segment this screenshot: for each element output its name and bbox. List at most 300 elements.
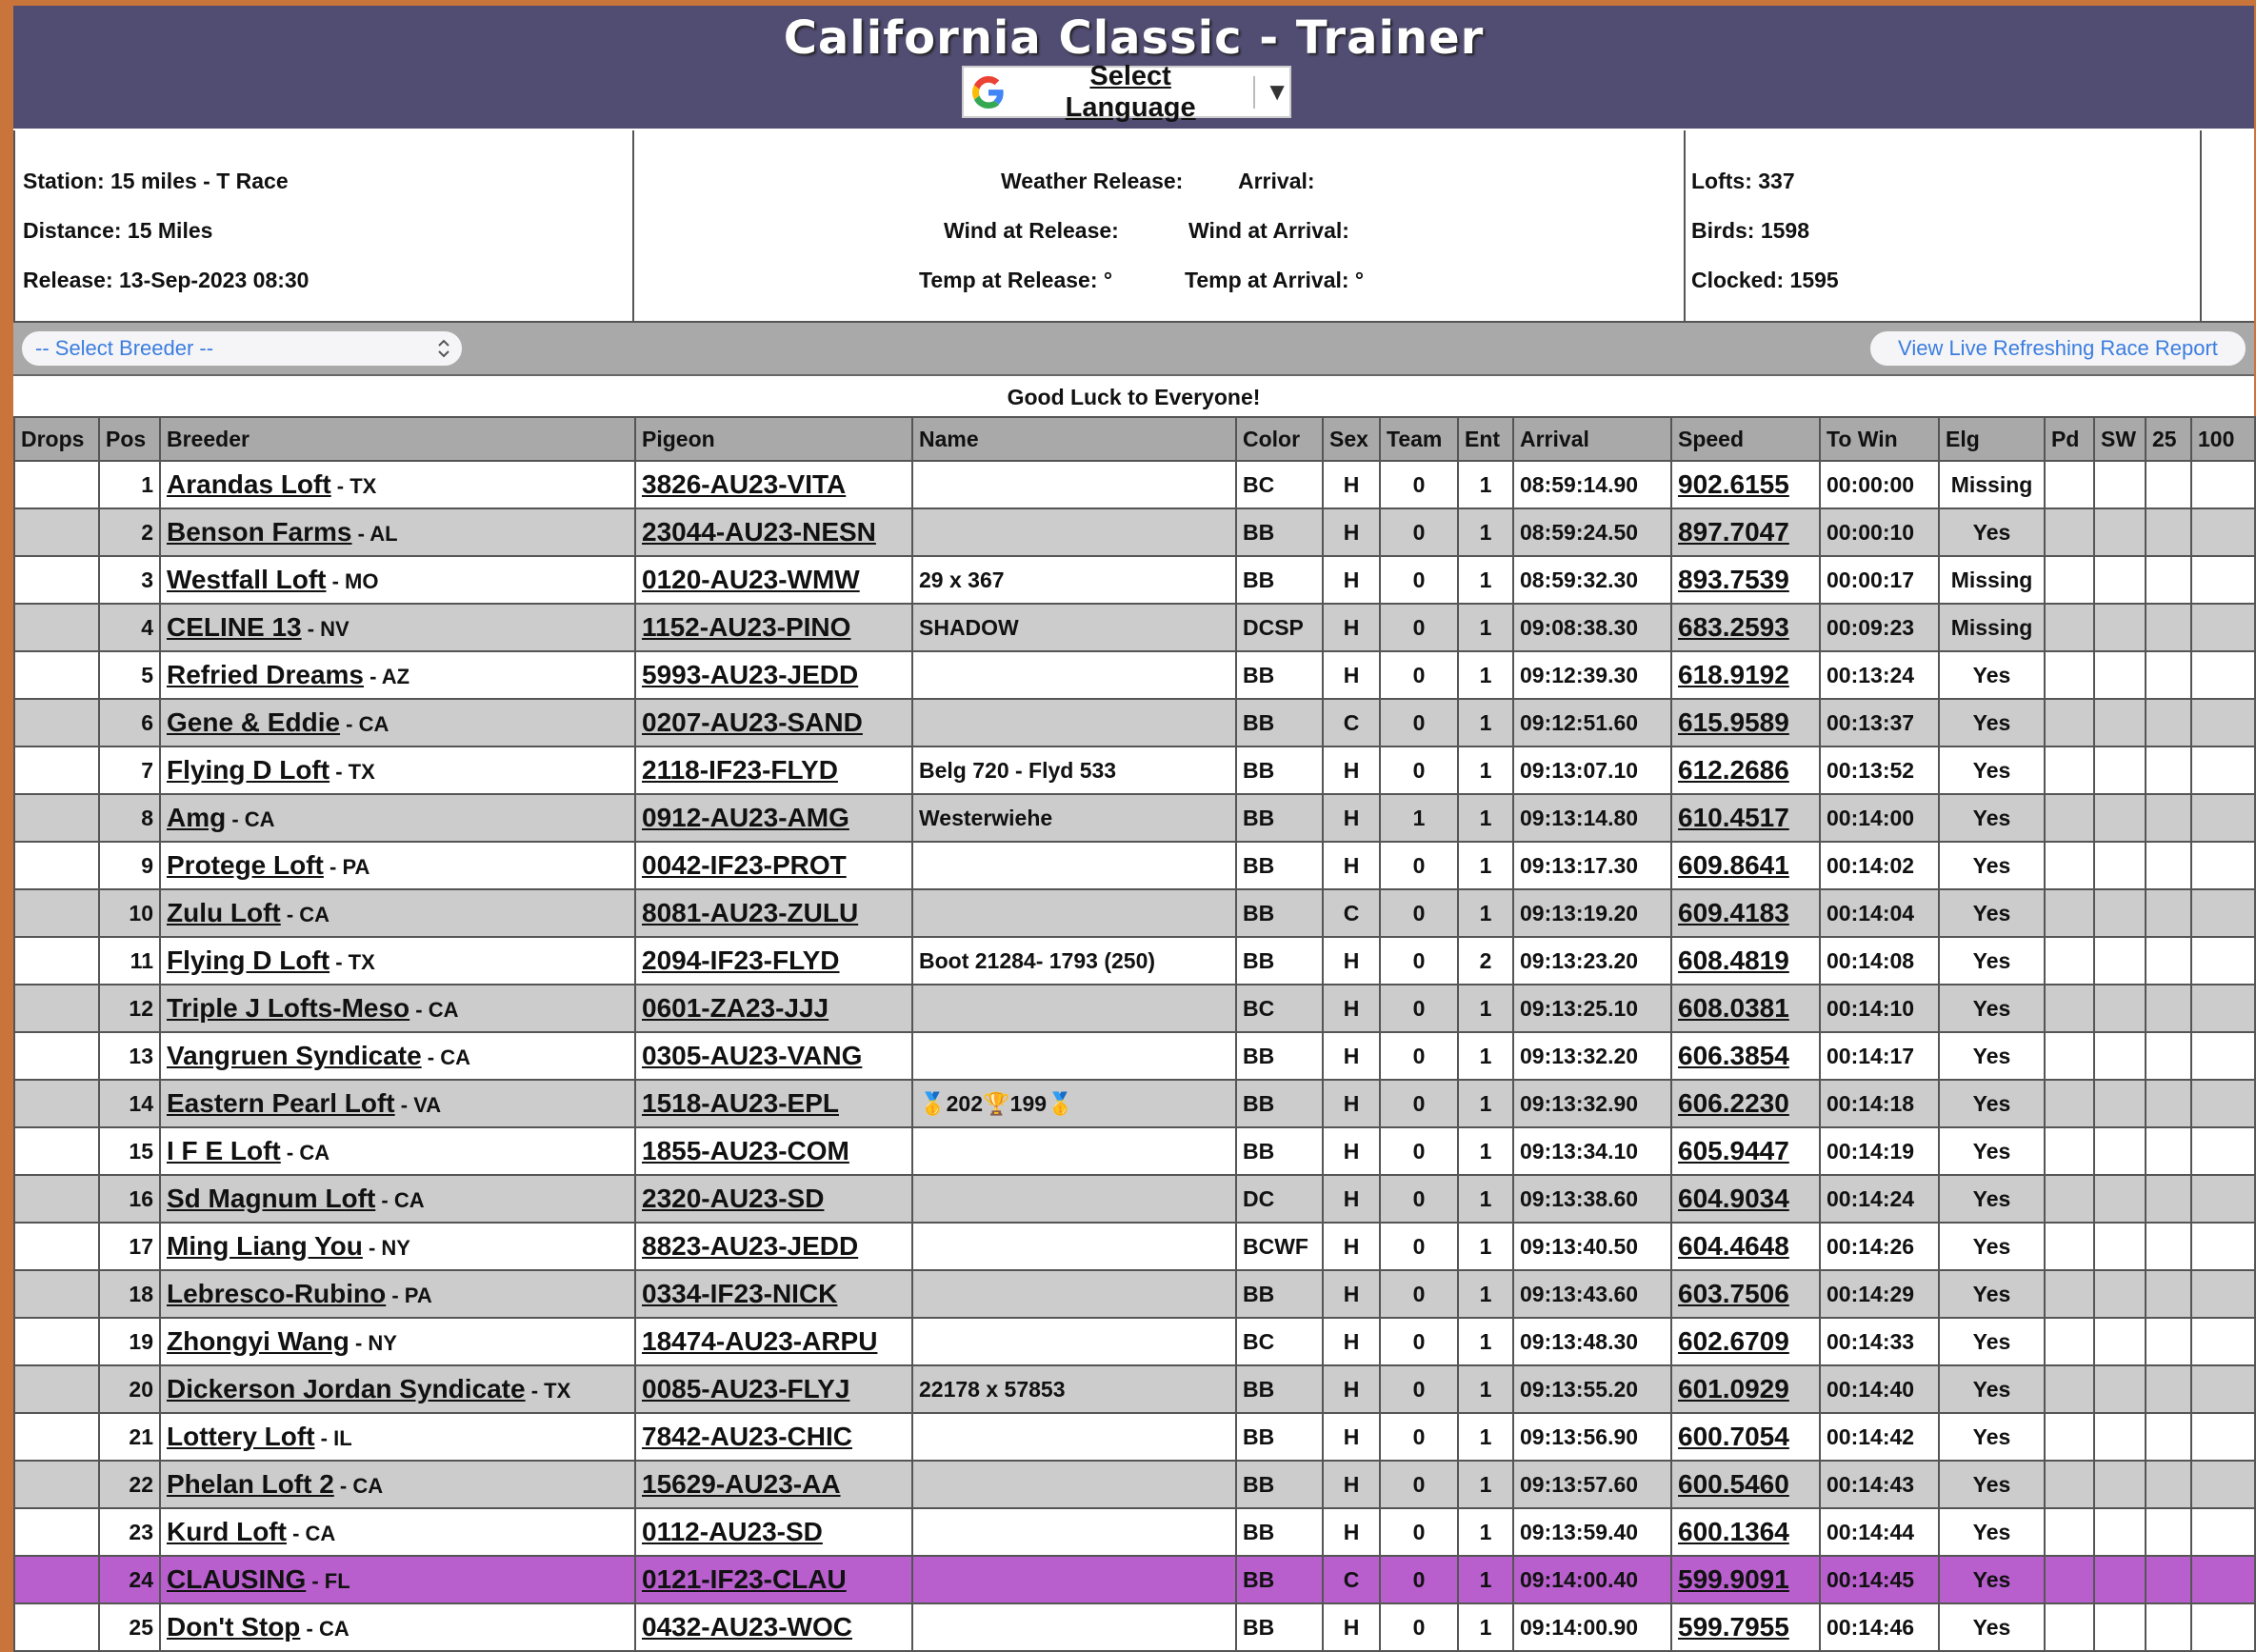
table-row	[14, 699, 2255, 746]
pool-100-cell	[2191, 1175, 2255, 1223]
pool-100-cell	[2191, 985, 2255, 1032]
breeder-link[interactable]: Sd Magnum Loft	[167, 1184, 376, 1213]
to-win-cell: 00:14:29	[1820, 1270, 1939, 1318]
pd-cell	[2045, 1127, 2094, 1175]
pigeon-name-cell	[912, 1127, 1236, 1175]
color-cell: BB	[1236, 1080, 1323, 1127]
drops-cell	[14, 1556, 99, 1603]
language-divider	[1253, 76, 1255, 109]
page-title: California Classic - Trainer	[783, 11, 1485, 65]
speed-link[interactable]: 608.0381	[1678, 993, 1789, 1023]
color-cell: DC	[1236, 1175, 1323, 1223]
drops-cell	[14, 508, 99, 556]
speed-cell	[1671, 1603, 1820, 1651]
speed-cell	[1671, 556, 1820, 604]
breeder-link[interactable]: Triple J Lofts-Meso	[167, 993, 410, 1023]
color-cell: BB	[1236, 1127, 1323, 1175]
speed-cell	[1671, 889, 1820, 937]
ent-cell: 1	[1458, 461, 1513, 508]
to-win-cell: 00:00:17	[1820, 556, 1939, 604]
team-cell: 0	[1380, 1175, 1458, 1223]
color-cell: BB	[1236, 1270, 1323, 1318]
breeder-link[interactable]: Zulu Loft	[167, 898, 281, 927]
position-cell: 17	[99, 1223, 160, 1270]
pigeon-name-cell: 22178 x 57853	[912, 1365, 1236, 1413]
breeder-link[interactable]: CELINE 13	[167, 612, 302, 642]
sw-cell	[2094, 985, 2146, 1032]
pigeon-link[interactable]: 2094-IF23-FLYD	[642, 945, 840, 975]
column-header-breeder: Breeder	[160, 417, 635, 461]
pigeon-link[interactable]: 1855-AU23-COM	[642, 1136, 849, 1165]
sw-cell	[2094, 1603, 2146, 1651]
pd-cell	[2045, 1413, 2094, 1461]
breeder-state: - AL	[351, 522, 398, 546]
column-header-speed: Speed	[1671, 417, 1820, 461]
pigeon-link[interactable]: 0912-AU23-AMG	[642, 803, 849, 832]
pigeon-link[interactable]: 0601-ZA23-JJJ	[642, 993, 829, 1023]
pool-25-cell	[2146, 1508, 2191, 1556]
language-label[interactable]: Select Language	[1065, 60, 1196, 123]
pool-100-cell	[2191, 556, 2255, 604]
breeder-link[interactable]: Eastern Pearl Loft	[167, 1088, 395, 1118]
pool-100-cell	[2191, 604, 2255, 651]
pool-100-cell	[2191, 1556, 2255, 1603]
position-cell: 3	[99, 556, 160, 604]
breeder-state: - CA	[280, 903, 330, 926]
pigeon-name-cell	[912, 1508, 1236, 1556]
pigeon-name-cell	[912, 508, 1236, 556]
team-cell: 0	[1380, 1365, 1458, 1413]
table-row	[14, 1270, 2255, 1318]
clocked-count: Clocked: 1595	[1691, 268, 1839, 292]
eligible-cell: Yes	[1939, 1127, 2045, 1175]
team-cell: 0	[1380, 1508, 1458, 1556]
breeder-link[interactable]: I F E Loft	[167, 1136, 281, 1165]
pigeon-name-cell	[912, 1032, 1236, 1080]
table-row	[14, 1365, 2255, 1413]
column-header-name: Name	[912, 417, 1236, 461]
pd-cell	[2045, 651, 2094, 699]
pigeon-link[interactable]: 8823-AU23-JEDD	[642, 1231, 859, 1261]
arrival-cell: 09:12:39.30	[1513, 651, 1671, 699]
breeder-cell	[160, 1270, 635, 1318]
speed-link[interactable]: 604.4648	[1678, 1231, 1789, 1261]
pd-cell	[2045, 1461, 2094, 1508]
breeder-cell	[160, 1508, 635, 1556]
team-cell: 0	[1380, 1413, 1458, 1461]
breeder-state: - CA	[300, 1617, 349, 1641]
speed-link[interactable]: 610.4517	[1678, 803, 1789, 832]
pigeon-link[interactable]: 3826-AU23-VITA	[642, 469, 847, 499]
eligible-cell: Yes	[1939, 937, 2045, 985]
speed-cell	[1671, 1270, 1820, 1318]
speed-link[interactable]: 600.5460	[1678, 1469, 1789, 1499]
pigeon-cell	[635, 699, 912, 746]
breeder-link[interactable]: Zhongyi Wang	[167, 1326, 349, 1356]
breeder-link[interactable]: Vangruen Syndicate	[167, 1041, 422, 1070]
pigeon-name-cell	[912, 699, 1236, 746]
arrival-cell: 09:13:07.10	[1513, 746, 1671, 794]
drops-cell	[14, 1508, 99, 1556]
team-cell: 0	[1380, 842, 1458, 889]
pigeon-name-cell: SHADOW	[912, 604, 1236, 651]
pigeon-link[interactable]: 0305-AU23-VANG	[642, 1041, 863, 1070]
ent-cell: 1	[1458, 651, 1513, 699]
breeder-cell	[160, 889, 635, 937]
weather-release-label: Weather Release:	[1001, 169, 1184, 193]
speed-link[interactable]: 599.9091	[1678, 1564, 1789, 1594]
pool-100-cell	[2191, 1127, 2255, 1175]
speed-link[interactable]: 612.2686	[1678, 755, 1789, 785]
arrival-cell: 09:13:14.80	[1513, 794, 1671, 842]
pool-100-cell	[2191, 1080, 2255, 1127]
speed-cell	[1671, 1032, 1820, 1080]
color-cell: BB	[1236, 1556, 1323, 1603]
breeder-cell	[160, 1461, 635, 1508]
language-selector[interactable]	[962, 60, 1291, 123]
breeder-link[interactable]: Refried Dreams	[167, 660, 364, 689]
to-win-cell: 00:13:37	[1820, 699, 1939, 746]
pigeon-link[interactable]: 1518-AU23-EPL	[642, 1088, 839, 1118]
pool-100-cell	[2191, 1032, 2255, 1080]
drops-cell	[14, 461, 99, 508]
speed-link[interactable]: 897.7047	[1678, 517, 1789, 547]
ent-cell: 1	[1458, 746, 1513, 794]
pigeon-cell	[635, 746, 912, 794]
speed-cell	[1671, 1175, 1820, 1223]
pd-cell	[2045, 1318, 2094, 1365]
speed-link[interactable]: 902.6155	[1678, 469, 1789, 499]
pigeon-cell	[635, 985, 912, 1032]
to-win-cell: 00:00:00	[1820, 461, 1939, 508]
breeder-cell	[160, 699, 635, 746]
color-cell: BC	[1236, 461, 1323, 508]
table-row	[14, 937, 2255, 985]
breeder-cell	[160, 1318, 635, 1365]
ent-cell: 1	[1458, 1556, 1513, 1603]
sw-cell	[2094, 1270, 2146, 1318]
sex-cell: H	[1323, 461, 1380, 508]
pigeon-link[interactable]: 5993-AU23-JEDD	[642, 660, 859, 689]
ent-cell: 1	[1458, 604, 1513, 651]
breeder-state: - MO	[326, 569, 379, 593]
sw-cell	[2094, 1508, 2146, 1556]
breeder-link[interactable]: Arandas Loft	[167, 469, 331, 499]
team-cell: 0	[1380, 937, 1458, 985]
color-cell: DCSP	[1236, 604, 1323, 651]
breeder-state: - TX	[330, 474, 377, 498]
breeder-link[interactable]: Flying D Loft	[167, 945, 330, 975]
pool-100-cell	[2191, 1318, 2255, 1365]
to-win-cell: 00:14:42	[1820, 1413, 1939, 1461]
speed-link[interactable]: 602.6709	[1678, 1326, 1789, 1356]
drops-cell	[14, 1127, 99, 1175]
pigeon-cell	[635, 508, 912, 556]
pd-cell	[2045, 1365, 2094, 1413]
eligible-cell: Yes	[1939, 1508, 2045, 1556]
release-text: Release: 13-Sep-2023 08:30	[23, 268, 309, 292]
breeder-state: - NV	[301, 617, 349, 641]
pigeon-name-cell: Belg 720 - Flyd 533	[912, 746, 1236, 794]
to-win-cell: 00:14:00	[1820, 794, 1939, 842]
breeder-link[interactable]: Lebresco-Rubino	[167, 1279, 387, 1308]
breeder-link[interactable]: Flying D Loft	[167, 755, 330, 785]
arrival-cell: 09:13:55.20	[1513, 1365, 1671, 1413]
position-cell: 22	[99, 1461, 160, 1508]
breeder-link[interactable]: Protege Loft	[167, 850, 324, 880]
speed-cell	[1671, 1080, 1820, 1127]
pigeon-link[interactable]: 0121-IF23-CLAU	[642, 1564, 847, 1594]
breeder-state: - CA	[409, 998, 459, 1022]
pigeon-name-cell	[912, 1603, 1236, 1651]
sw-cell	[2094, 1032, 2146, 1080]
pigeon-link[interactable]: 15629-AU23-AA	[642, 1469, 841, 1499]
table-row	[14, 1318, 2255, 1365]
pigeon-link[interactable]: 2118-IF23-FLYD	[642, 755, 838, 785]
breeder-state: - CA	[421, 1045, 470, 1069]
arrival-cell: 09:13:34.10	[1513, 1127, 1671, 1175]
distance-text: Distance: 15 Miles	[23, 218, 213, 243]
sex-cell: H	[1323, 508, 1380, 556]
table-row	[14, 1603, 2255, 1651]
pd-cell	[2045, 1175, 2094, 1223]
breeder-link[interactable]: Westfall Loft	[167, 565, 327, 594]
speed-link[interactable]: 683.2593	[1678, 612, 1789, 642]
pd-cell	[2045, 842, 2094, 889]
pigeon-link[interactable]: 0207-AU23-SAND	[642, 707, 863, 737]
eligible-cell: Yes	[1939, 1032, 2045, 1080]
pool-100-cell	[2191, 508, 2255, 556]
pool-25-cell	[2146, 1223, 2191, 1270]
breeder-state: - TX	[525, 1379, 571, 1403]
sex-cell: H	[1323, 604, 1380, 651]
pigeon-link[interactable]: 0334-IF23-NICK	[642, 1279, 838, 1308]
breeder-cell	[160, 1556, 635, 1603]
pigeon-name-cell	[912, 1175, 1236, 1223]
column-header-25: 25	[2146, 417, 2191, 461]
pigeon-link[interactable]: 0085-AU23-FLYJ	[642, 1374, 850, 1403]
pigeon-link[interactable]: 0042-IF23-PROT	[642, 850, 847, 880]
sex-cell: H	[1323, 1603, 1380, 1651]
pigeon-link[interactable]: 0432-AU23-WOC	[642, 1612, 852, 1642]
birds-count: Birds: 1598	[1691, 218, 1810, 243]
to-win-cell: 00:14:10	[1820, 985, 1939, 1032]
eligible-cell: Missing	[1939, 461, 2045, 508]
eligible-cell: Yes	[1939, 1318, 2045, 1365]
sw-cell	[2094, 1461, 2146, 1508]
arrival-cell: 09:13:32.20	[1513, 1032, 1671, 1080]
breeder-select[interactable]	[21, 330, 463, 367]
sex-cell: H	[1323, 794, 1380, 842]
color-cell: BB	[1236, 508, 1323, 556]
breeder-cell	[160, 1032, 635, 1080]
pool-25-cell	[2146, 1603, 2191, 1651]
pigeon-cell	[635, 1365, 912, 1413]
speed-link[interactable]: 605.9447	[1678, 1136, 1789, 1165]
speed-link[interactable]: 601.0929	[1678, 1374, 1789, 1403]
arrival-cell: 09:13:56.90	[1513, 1413, 1671, 1461]
breeder-state: - PA	[386, 1284, 432, 1307]
breeder-link[interactable]: Kurd Loft	[167, 1517, 287, 1546]
eligible-cell: Yes	[1939, 1270, 2045, 1318]
speed-link[interactable]: 618.9192	[1678, 660, 1789, 689]
drops-cell	[14, 1461, 99, 1508]
speed-link[interactable]: 599.7955	[1678, 1612, 1789, 1642]
pigeon-link[interactable]: 2320-AU23-SD	[642, 1184, 825, 1213]
breeder-link[interactable]: Amg	[167, 803, 227, 832]
arrival-cell: 08:59:32.30	[1513, 556, 1671, 604]
team-cell: 0	[1380, 699, 1458, 746]
position-cell: 13	[99, 1032, 160, 1080]
speed-link[interactable]: 609.8641	[1678, 850, 1789, 880]
eligible-cell: Yes	[1939, 1223, 2045, 1270]
speed-cell	[1671, 842, 1820, 889]
pool-25-cell	[2146, 746, 2191, 794]
pool-100-cell	[2191, 1413, 2255, 1461]
pigeon-cell	[635, 1603, 912, 1651]
pd-cell	[2045, 461, 2094, 508]
pool-100-cell	[2191, 1461, 2255, 1508]
speed-link[interactable]: 609.4183	[1678, 898, 1789, 927]
breeder-cell	[160, 1127, 635, 1175]
sex-cell: H	[1323, 1461, 1380, 1508]
pd-cell	[2045, 1508, 2094, 1556]
pool-25-cell	[2146, 1318, 2191, 1365]
race-info-left	[13, 130, 634, 321]
pigeon-name-cell: 🥇202🏆199🥇	[912, 1080, 1236, 1127]
pool-25-cell	[2146, 508, 2191, 556]
sw-cell	[2094, 889, 2146, 937]
position-cell: 23	[99, 1508, 160, 1556]
speed-cell	[1671, 985, 1820, 1032]
pigeon-link[interactable]: 0120-AU23-WMW	[642, 565, 860, 594]
live-report-button[interactable]: View Live Refreshing Race Report	[1869, 330, 2246, 367]
to-win-cell: 00:14:17	[1820, 1032, 1939, 1080]
speed-link[interactable]: 600.1364	[1678, 1517, 1789, 1546]
temp-release-label: Temp at Release: °	[919, 268, 1113, 292]
pool-25-cell	[2146, 1365, 2191, 1413]
breeder-state: - AZ	[363, 665, 410, 688]
color-cell: BB	[1236, 556, 1323, 604]
pigeon-cell	[635, 1318, 912, 1365]
pd-cell	[2045, 985, 2094, 1032]
position-cell: 9	[99, 842, 160, 889]
to-win-cell: 00:14:19	[1820, 1127, 1939, 1175]
breeder-link[interactable]: Benson Farms	[167, 517, 352, 547]
speed-cell	[1671, 1318, 1820, 1365]
position-cell: 8	[99, 794, 160, 842]
dropdown-arrow-icon[interactable]: ▼	[1265, 77, 1289, 106]
pigeon-link[interactable]: 7842-AU23-CHIC	[642, 1422, 852, 1451]
breeder-cell	[160, 1603, 635, 1651]
pool-25-cell	[2146, 651, 2191, 699]
ent-cell: 1	[1458, 699, 1513, 746]
sex-cell: H	[1323, 1318, 1380, 1365]
speed-link[interactable]: 600.7054	[1678, 1422, 1789, 1451]
column-header-drops: Drops	[14, 417, 99, 461]
ent-cell: 1	[1458, 508, 1513, 556]
pigeon-link[interactable]: 1152-AU23-PINO	[642, 612, 851, 642]
breeder-cell	[160, 985, 635, 1032]
speed-link[interactable]: 615.9589	[1678, 707, 1789, 737]
breeder-link[interactable]: Don't Stop	[167, 1612, 301, 1642]
pool-25-cell	[2146, 889, 2191, 937]
eligible-cell: Yes	[1939, 508, 2045, 556]
ent-cell: 1	[1458, 1318, 1513, 1365]
ent-cell: 1	[1458, 1413, 1513, 1461]
pd-cell	[2045, 556, 2094, 604]
column-header-sex: Sex	[1323, 417, 1380, 461]
breeder-link[interactable]: Ming Liang You	[167, 1231, 363, 1261]
speed-link[interactable]: 603.7506	[1678, 1279, 1789, 1308]
pigeon-cell	[635, 556, 912, 604]
pigeon-name-cell: Westerwiehe	[912, 794, 1236, 842]
ent-cell: 1	[1458, 1270, 1513, 1318]
column-header-pigeon: Pigeon	[635, 417, 912, 461]
position-cell: 11	[99, 937, 160, 985]
position-cell: 14	[99, 1080, 160, 1127]
speed-link[interactable]: 606.2230	[1678, 1088, 1789, 1118]
ent-cell: 1	[1458, 556, 1513, 604]
pigeon-link[interactable]: 18474-AU23-ARPU	[642, 1326, 878, 1356]
speed-link[interactable]: 608.4819	[1678, 945, 1789, 975]
position-cell: 18	[99, 1270, 160, 1318]
pigeon-link[interactable]: 23044-AU23-NESN	[642, 517, 876, 547]
position-cell: 4	[99, 604, 160, 651]
sex-cell: C	[1323, 889, 1380, 937]
sex-cell: H	[1323, 1270, 1380, 1318]
to-win-cell: 00:13:24	[1820, 651, 1939, 699]
color-cell: BB	[1236, 842, 1323, 889]
pool-100-cell	[2191, 699, 2255, 746]
breeder-link[interactable]: Lottery Loft	[167, 1422, 315, 1451]
sw-cell	[2094, 604, 2146, 651]
sex-cell: H	[1323, 1365, 1380, 1413]
table-row	[14, 461, 2255, 508]
pool-100-cell	[2191, 1223, 2255, 1270]
pigeon-link[interactable]: 0112-AU23-SD	[642, 1517, 823, 1546]
breeder-cell	[160, 1413, 635, 1461]
drops-cell	[14, 889, 99, 937]
breeder-link[interactable]: Phelan Loft 2	[167, 1469, 334, 1499]
race-info-weather	[634, 130, 1684, 321]
pigeon-link[interactable]: 8081-AU23-ZULU	[642, 898, 859, 927]
sw-cell	[2094, 746, 2146, 794]
sex-cell: H	[1323, 985, 1380, 1032]
breeder-state: - PA	[323, 855, 370, 879]
to-win-cell: 00:13:52	[1820, 746, 1939, 794]
pd-cell	[2045, 1080, 2094, 1127]
sex-cell: H	[1323, 1413, 1380, 1461]
pool-25-cell	[2146, 794, 2191, 842]
breeder-link[interactable]: Gene & Eddie	[167, 707, 341, 737]
breeder-link[interactable]: CLAUSING	[167, 1564, 307, 1594]
sex-cell: H	[1323, 746, 1380, 794]
sex-cell: H	[1323, 1175, 1380, 1223]
breeder-link[interactable]: Dickerson Jordan Syndicate	[167, 1374, 526, 1403]
race-info-counts	[1684, 130, 2202, 321]
eligible-cell: Yes	[1939, 1365, 2045, 1413]
speed-link[interactable]: 893.7539	[1678, 565, 1789, 594]
speed-link[interactable]: 604.9034	[1678, 1184, 1789, 1213]
ent-cell: 1	[1458, 794, 1513, 842]
pd-cell	[2045, 937, 2094, 985]
position-cell: 6	[99, 699, 160, 746]
to-win-cell: 00:14:40	[1820, 1365, 1939, 1413]
pigeon-cell	[635, 604, 912, 651]
speed-link[interactable]: 606.3854	[1678, 1041, 1789, 1070]
drops-cell	[14, 1032, 99, 1080]
